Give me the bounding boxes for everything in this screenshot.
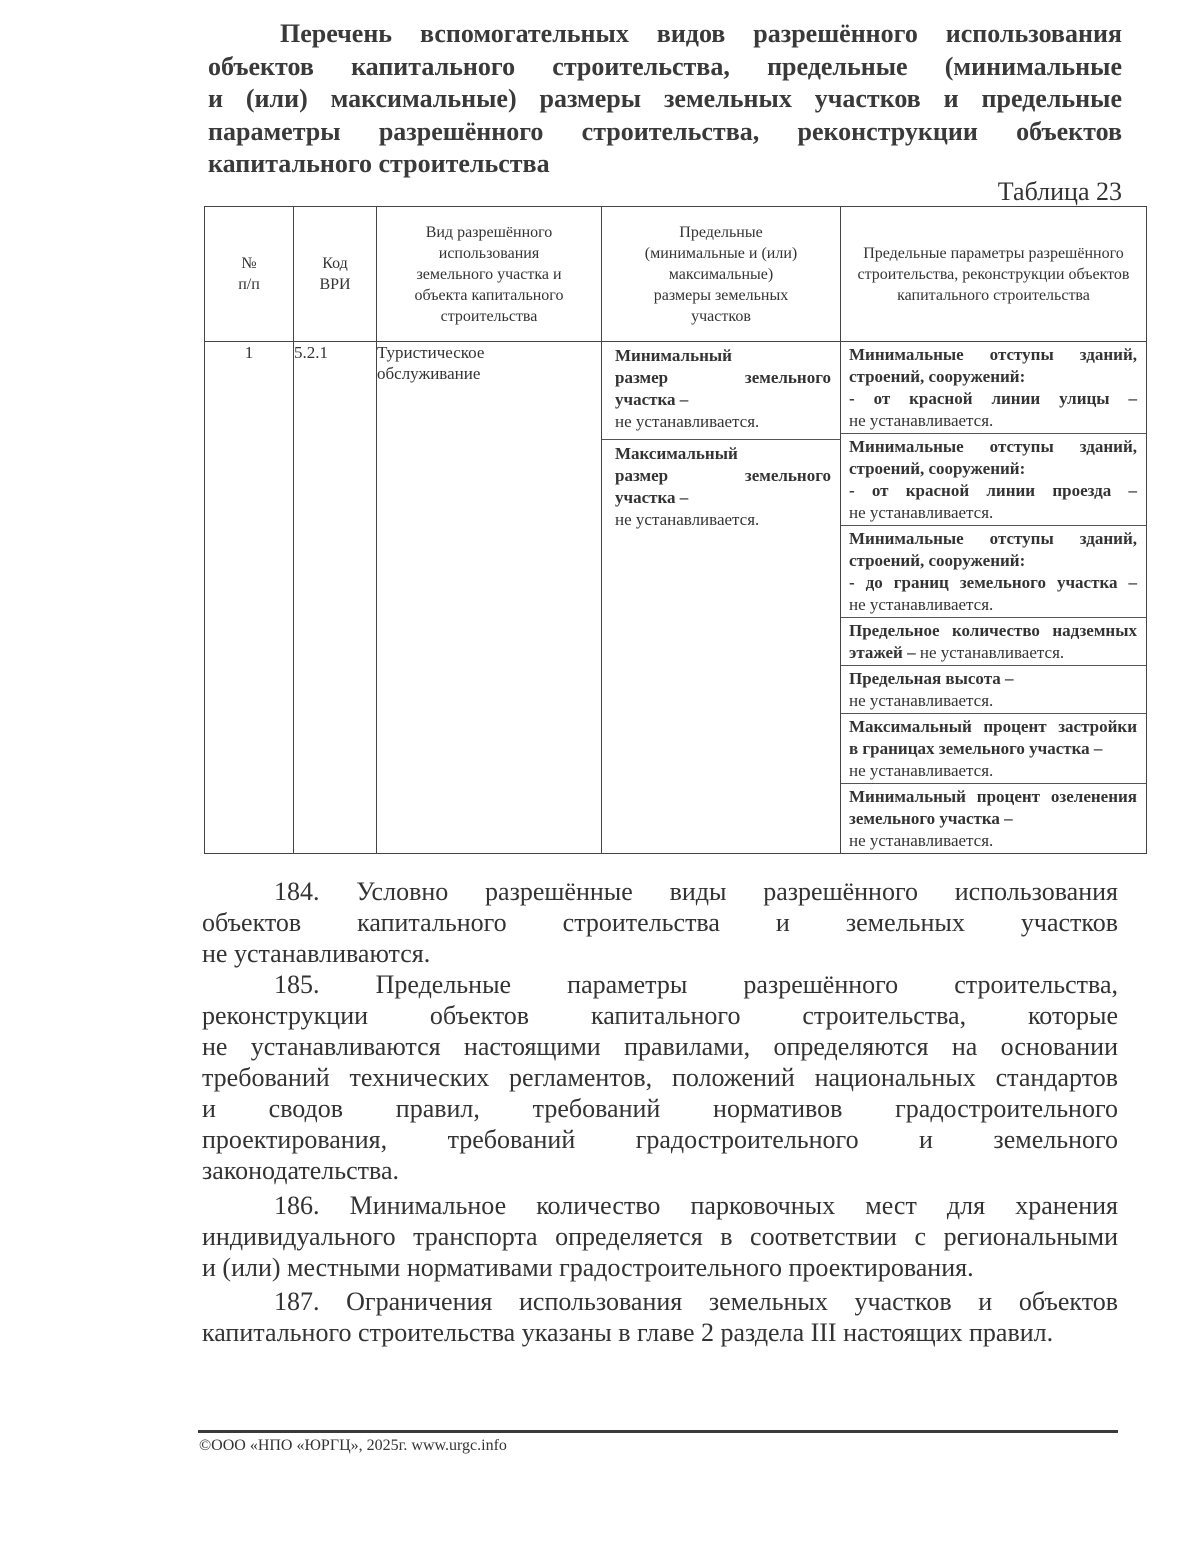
header-plot-sizes: Предельные (минимальные и (или) максимальные) размеры земельных участков	[602, 207, 841, 342]
table-caption: Таблица 23	[997, 177, 1122, 206]
paragraph-187: 187. Ограничения использования земельных участков и объектов капитального строительства указаны в главе 2 раздела III настоящих правил.	[202, 1287, 1118, 1347]
footer-divider	[198, 1430, 1118, 1433]
max-floors: Предельное количество надземных этажей – не устанавливается.	[841, 618, 1146, 666]
title-line: параметры разрешённого строительства, реконструкции объектов	[208, 116, 1122, 146]
header-use-type: Вид разрешённого использования земельного участка и объекта капитального строительства	[377, 207, 602, 342]
row-construction-params	[841, 342, 1147, 854]
title-line: объектов капитального строительства, предельные (минимальные	[208, 51, 1122, 81]
header-code: Код ВРИ	[294, 207, 377, 342]
max-height: Предельная высота – не устанавливается.	[841, 666, 1146, 714]
row-plot-sizes	[602, 342, 841, 854]
title-line: и (или) максимальные) размеры земельных участков и предельные	[208, 84, 1122, 113]
document-title	[208, 18, 1122, 181]
row-num: 1	[205, 342, 294, 854]
footer-copyright: ©ООО «НПО «ЮРГЦ», 2025г. www.urgc.info	[199, 1437, 507, 1454]
header-num: № п/п	[205, 207, 294, 342]
max-plot-size: Максимальный размер земельного участка – не устанавливается.	[615, 444, 831, 529]
parameters-table	[204, 206, 1147, 854]
paragraph-185: 185. Предельные параметры разрешённого строительства, реконструкции объектов капитального строительства, которые не устанавливаются настоящими правилами, определяются на основании требований технических регламентов, положений национальных стандартов и сводов правил, требований нормативов градостроительного проектирования, требований градостроительного и земельного законодательства.	[202, 970, 1118, 1185]
paragraph-186: 186. Минимальное количество парковочных мест для хранения индивидуального транспорта определяется в соответствии с региональными и (или) местными нормативами градостроительного проектирования.	[202, 1191, 1118, 1282]
title-line: капитального строительства	[208, 149, 550, 178]
setback-street-red-line: Минимальные отступы зданий, строений, сооружений: - от красной линии улицы – не устанавливается.	[841, 342, 1146, 434]
max-building-coverage: Максимальный процент застройки в границах земельного участка – не устанавливается.	[841, 714, 1146, 784]
table-header-row	[205, 207, 1147, 342]
row-use-type: Туристическое обслуживание	[377, 342, 602, 854]
min-plot-size: Минимальный размер земельного участка – не устанавливается.	[602, 342, 840, 440]
header-construction-params: Предельные параметры разрешённого строительства, реконструкции объектов капитального строительства	[841, 207, 1147, 342]
table-row	[205, 342, 1147, 854]
title-line: Перечень вспомогательных видов разрешённого использования	[280, 19, 1122, 48]
paragraph-184: 184. Условно разрешённые виды разрешённого использования объектов капитального строительства и земельных участков не устанавливаются.	[202, 877, 1118, 968]
min-greenery-percent: Минимальный процент озеленения земельного участка – не устанавливается.	[849, 787, 1137, 850]
setback-plot-boundary: Минимальные отступы зданий, строений, сооружений: - до границ земельного участка – не устанавливается.	[841, 526, 1146, 618]
row-code: 5.2.1	[294, 342, 377, 854]
setback-driveway-red-line: Минимальные отступы зданий, строений, сооружений: - от красной линии проезда – не устанавливается.	[841, 434, 1146, 526]
